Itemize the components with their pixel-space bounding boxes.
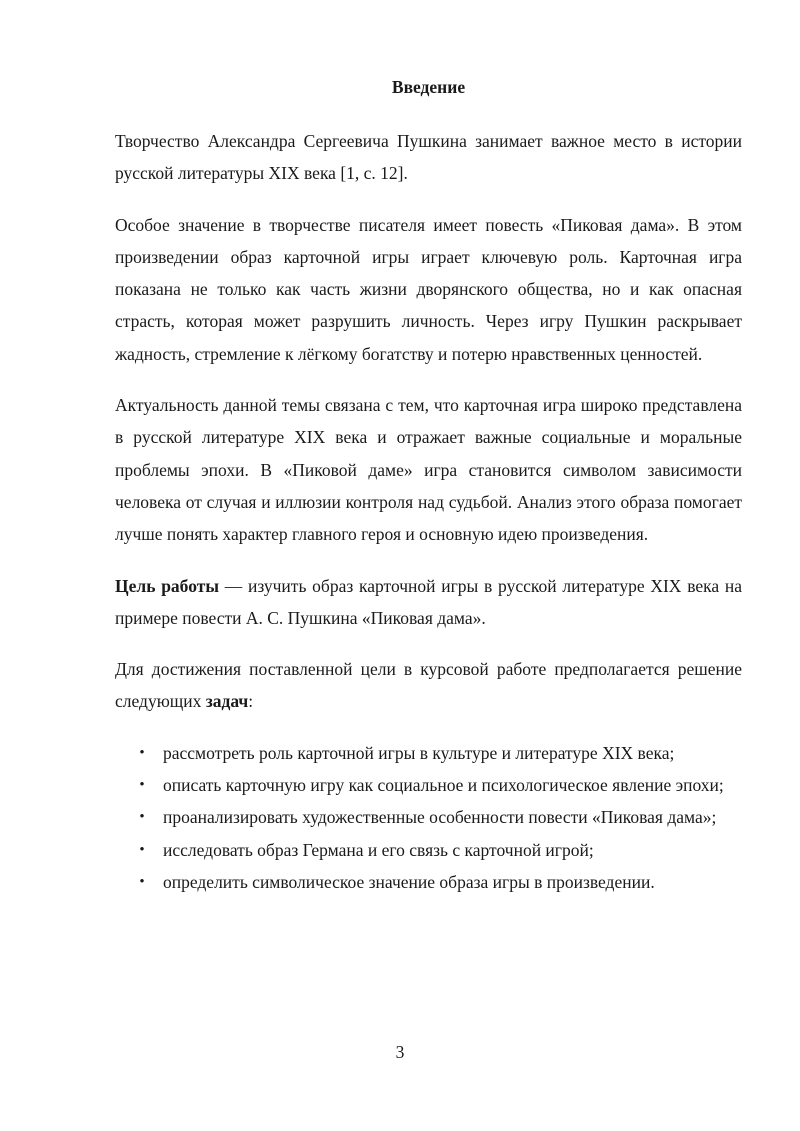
tasks-intro-bold: задач <box>205 691 249 712</box>
task-list-item <box>115 866 742 898</box>
page-number: 3 <box>395 1042 405 1062</box>
task-text: рассмотреть роль карточной игры в культуре и литературе XIX века; <box>163 742 675 763</box>
task-list <box>115 737 742 898</box>
task-text: определить символическое значение образа игры в произведении. <box>163 871 655 892</box>
goal-text: — изучить образ карточной игры в русской литературе XIX века на примере повести А. С. Пушкина «Пиковая дама». <box>115 575 742 628</box>
task-list-item <box>115 737 742 769</box>
goal-label: Цель работы <box>115 575 219 596</box>
section-heading: Введение <box>391 77 466 97</box>
bullet-icon: • <box>139 809 145 826</box>
paragraph-tasks-intro <box>115 653 742 718</box>
paragraph-goal <box>115 570 742 635</box>
bullet-icon: • <box>139 744 145 761</box>
task-text: исследовать образ Германа и его связь с карточной игрой; <box>163 839 594 860</box>
paragraph-significance: Особое значение в творчестве писателя имеет повесть «Пиковая дама». В этом произведении образ карточной игры играет ключевую роль. Карточная игра показана не только как часть жизни дворянского общества, но и как опасная страсть, которая может разрушить личность. Через игру Пушкин раскрывает жадность, стремление к лёгкому богатству и потерю нравственных ценностей. <box>115 214 742 364</box>
page-content <box>115 74 742 898</box>
task-list-item <box>115 801 742 833</box>
bullet-icon: • <box>139 841 145 858</box>
bullet-icon: • <box>139 873 145 890</box>
paragraph-intro: Творчество Александра Сергеевича Пушкина занимает важное место в истории русской литературы XIX века [1, с. 12]. <box>115 131 742 184</box>
bullet-icon: • <box>139 777 145 794</box>
task-text: проанализировать художественные особенности повести «Пиковая дама»; <box>163 807 717 828</box>
tasks-intro-tail: : <box>248 691 254 712</box>
task-text: описать карточную игру как социальное и психологическое явление эпохи; <box>163 775 724 796</box>
task-list-item <box>115 834 742 866</box>
tasks-intro-text: Для достижения поставленной цели в курсовой работе предполагается решение следующих <box>115 659 742 712</box>
paragraph-relevance: Актуальность данной темы связана с тем, что карточная игра широко представлена в русской литературе XIX века и отражает важные социальные и моральные проблемы эпохи. В «Пиковой даме» игра становится символом зависимости человека от случая и иллюзии контроля над судьбой. Анализ этого образа помогает лучше понять характер главного героя и основную идею произведения. <box>115 395 742 545</box>
task-list-item <box>115 769 742 801</box>
